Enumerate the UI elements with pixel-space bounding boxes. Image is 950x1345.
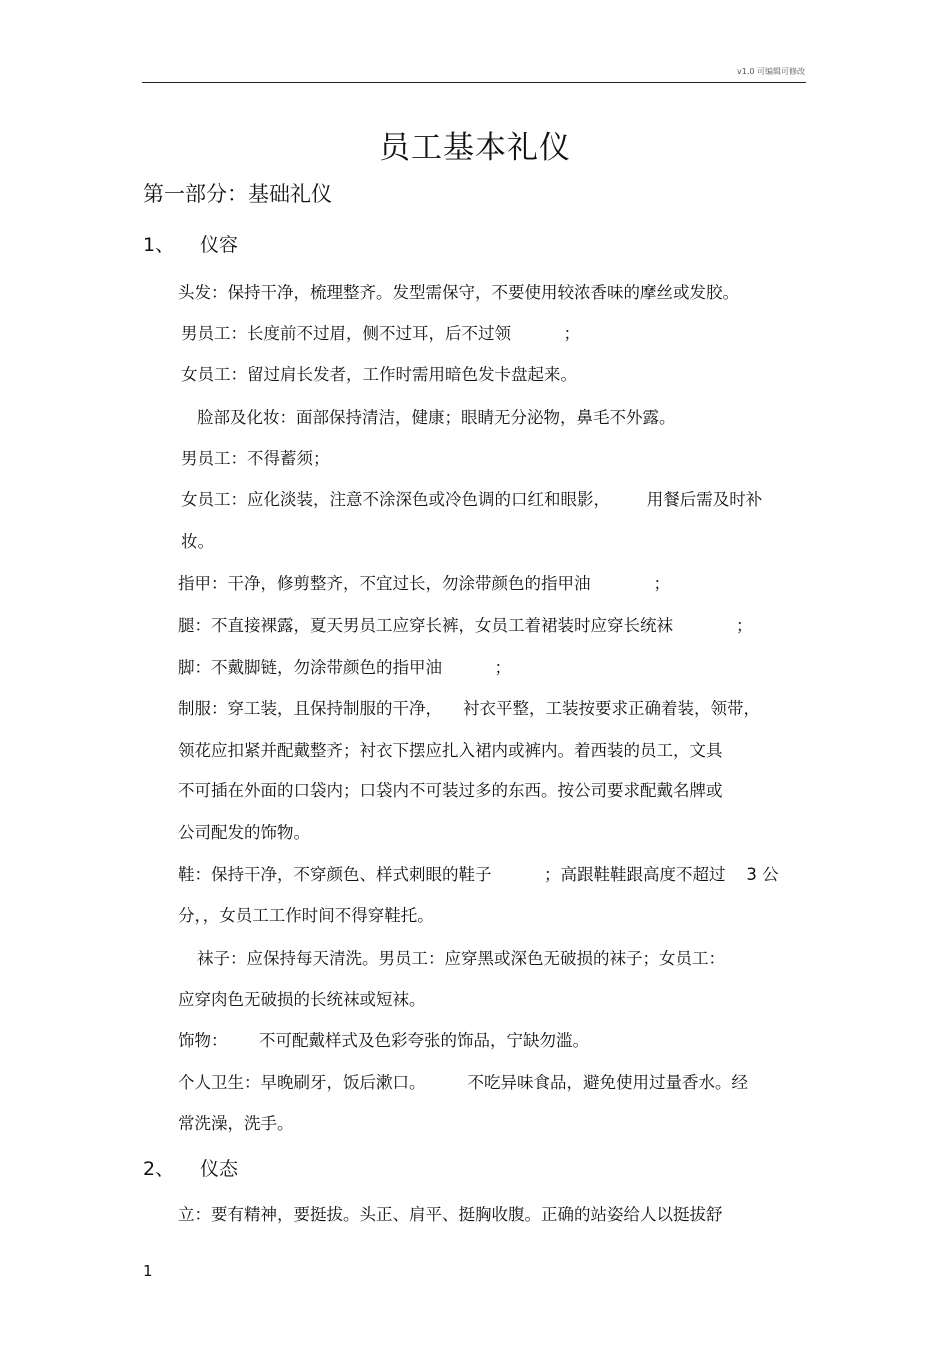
body-line: 公司配发的饰物。 [178,823,310,842]
body-line: 领花应扣紧并配戴整齐；衬衣下摆应扎入裙内或裤内。着西装的员工，文具 [178,741,723,760]
section-label: 仪态 [200,1158,239,1180]
body-line: 男员工：不得蓄须； [181,449,330,468]
body-line: 男员工：长度前不过眉，侧不过耳，后不过领 ； [181,324,580,343]
body-line: 头发：保持干净，梳理整齐。发型需保守，不要使用较浓香味的摩丝或发胶。 [178,283,739,302]
body-line: 女员工：留过肩长发者，工作时需用暗色发卡盘起来。 [181,365,577,384]
body-line: 鞋：保持干净，不穿颜色、样式刺眼的鞋子 ；高跟鞋鞋跟高度不超过 3 公 [178,865,779,884]
section-heading [143,1154,238,1181]
body-line: 制服：穿工装，且保持制服的干净， 衬衣平整，工装按要求正确着装，领带， [178,699,760,718]
body-line: 分，，女员工工作时间不得穿鞋托。 [178,906,434,925]
header-rule [142,82,806,83]
body-line: 女员工：应化淡装，注意不涂深色或冷色调的口红和眼影， 用餐后需及时补 [181,490,763,509]
body-line: 立：要有精神，要挺拔。头正、肩平、挺胸收腹。正确的站姿给人以挺拔舒 [178,1205,723,1224]
section-number: 2、 [143,1158,175,1180]
body-line: 脸部及化妆：面部保持清洁，健康；眼睛无分泌物，鼻毛不外露。 [197,408,676,427]
section-number: 1、 [143,234,175,256]
body-line: 腿：不直接裸露，夏天男员工应穿长裤，女员工着裙装时应穿长统袜 ； [178,616,753,635]
body-line: 袜子：应保持每天清洗。男员工：应穿黑或深色无破损的袜子；女员工： [197,949,725,968]
body-line: 妆。 [181,532,214,551]
section-label: 仪容 [200,234,239,256]
body-line: 不可插在外面的口袋内；口袋内不可装过多的东西。按公司要求配戴名牌或 [178,781,723,800]
body-line: 饰物： 不可配戴样式及色彩夸张的饰品，宁缺勿滥。 [178,1031,589,1050]
part-heading: 第一部分：基础礼仪 [143,182,332,206]
body-line: 脚：不戴脚链，勿涂带颜色的指甲油 ； [178,658,511,677]
body-line: 常洗澡，洗手。 [178,1114,294,1133]
header-version-note: v1.0 可编辑可修改 [737,67,805,76]
section-heading [143,230,238,257]
document-title: 员工基本礼仪 [379,130,571,166]
page-number: 1 [143,1262,153,1280]
body-line: 指甲：干净，修剪整齐，不宜过长，勿涂带颜色的指甲油 ； [178,574,670,593]
body-line: 个人卫生：早晚刷牙，饭后漱口。 不吃异味食品，避免使用过量香水。经 [178,1073,748,1092]
body-line: 应穿肉色无破损的长统袜或短袜。 [178,990,426,1009]
